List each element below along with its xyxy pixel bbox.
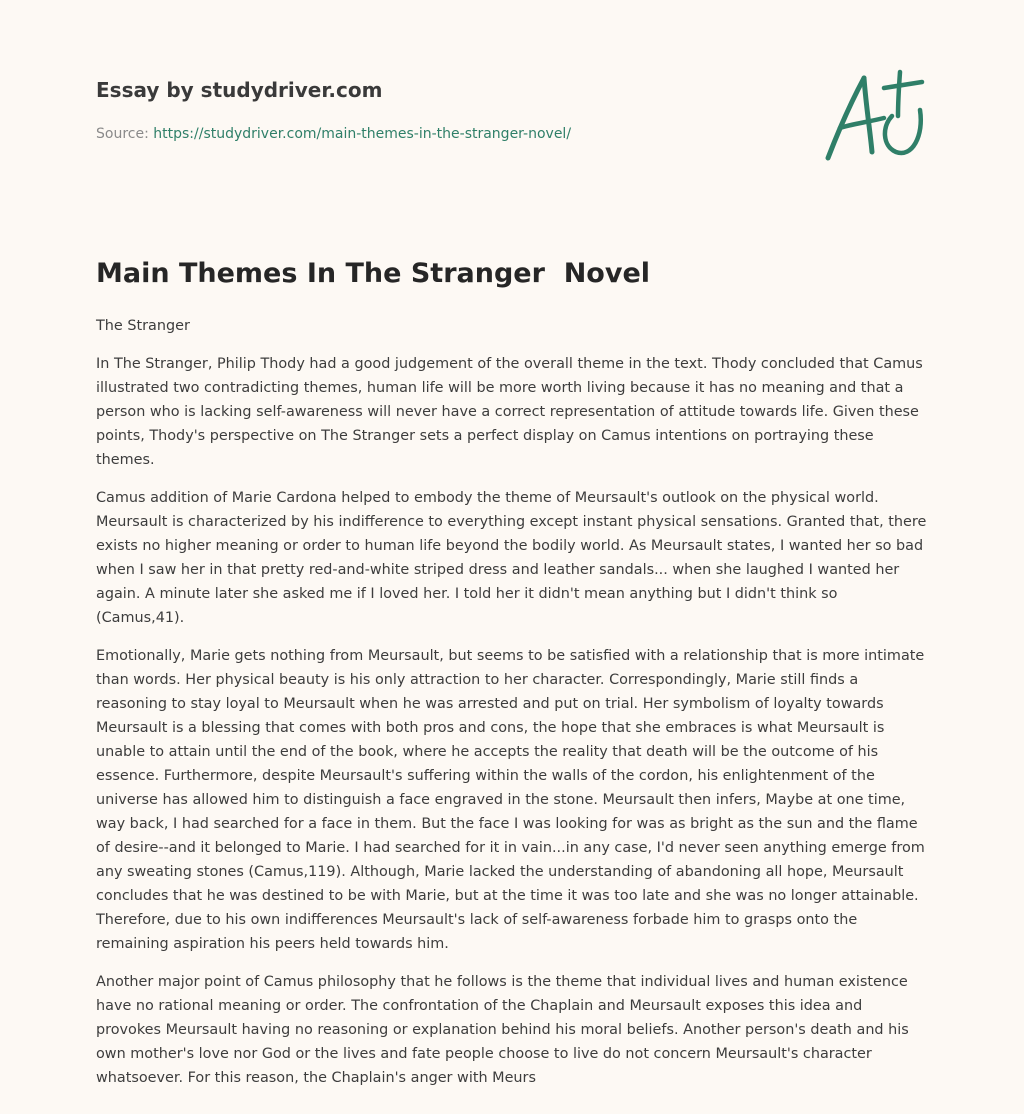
essay-header xyxy=(96,74,796,144)
source-label: Source: xyxy=(96,126,149,142)
essay-paragraph: Camus addition of Marie Cardona helped to embody the theme of Meursault's outlook on the physical world. Meursault is characterized by his indifference to everything except instant physical sensations. Granted that, there exists no higher meaning or order to human life beyond the bodily world. As Meursault states, I wanted her so bad when I saw her in that pretty red-and-white striped dress and leather sandals... when she laughed I wanted her again. A minute later she asked me if I loved her. I told her it didn't mean anything but I didn't think so (Camus,41). xyxy=(96,490,927,626)
essay-paragraph: In The Stranger, Philip Thody had a good judgement of the overall theme in the text. Thody concluded that Camus illustrated two contradicting themes, human life will be more worth living because it has no meaning and that a person who is lacking self-awareness will never have a correct representation of attitude towards life. Given these points, Thody's perspective on The Stranger sets a perfect display on Camus intentions on portraying these themes. xyxy=(96,356,923,468)
essay-body xyxy=(96,314,930,1104)
a-plus-logo-icon xyxy=(818,66,930,170)
source-line xyxy=(96,124,796,144)
brand-title: Essay by studydriver.com xyxy=(96,78,383,102)
essay-subtitle: The Stranger xyxy=(96,318,190,334)
essay-paragraph: Emotionally, Marie gets nothing from Meursault, but seems to be satisfied with a relationship that is more intimate than words. Her physical beauty is his only attraction to her character. Correspondingly, Marie still finds a reasoning to stay loyal to Meursault when he was arrested and put on trial. Her symbolism of loyalty towards Meursault is a blessing that comes with both pros and cons, the hope that she embraces is what Meursault is unable to attain until the end of the book, where he accepts the reality that death will be the outcome of his essence. Furthermore, despite Meursault's suffering within the walls of the cordon, his enlightenment of the universe has allowed him to distinguish a face engraved in the stone. Meursault then infers, Maybe at one time, way back, I had searched for a face in them. But the face I was looking for was as bright as the sun and the flame of desire--and it belonged to Marie. I had searched for it in vain...in any case, I'd never seen anything emerge from any sweating stones (Camus,119). Although, Marie lacked the understanding of abandoning all hope, Meursault concludes that he was destined to be with Marie, but at the time it was too late and she was no longer attainable. Therefore, due to his own indifferences Meursault's lack of self-awareness forbade him to grasps onto the remaining aspiration his peers held towards him. xyxy=(96,648,925,952)
essay-paragraph: Another major point of Camus philosophy that he follows is the theme that individual lives and human existence have no rational meaning or order. The confrontation of the Chaplain and Meursault exposes this idea and provokes Meursault having no reasoning or explanation behind his moral beliefs. Another person's death and his own mother's love nor God or the lives and fate people choose to live do not concern Meursault's character whatsoever. For this reason, the Chaplain's anger with Meurs xyxy=(96,974,909,1086)
essay-title: Main Themes In The Stranger Novel xyxy=(96,258,651,289)
source-link[interactable]: https://studydriver.com/main-themes-in-the-stranger-novel/ xyxy=(153,126,572,142)
